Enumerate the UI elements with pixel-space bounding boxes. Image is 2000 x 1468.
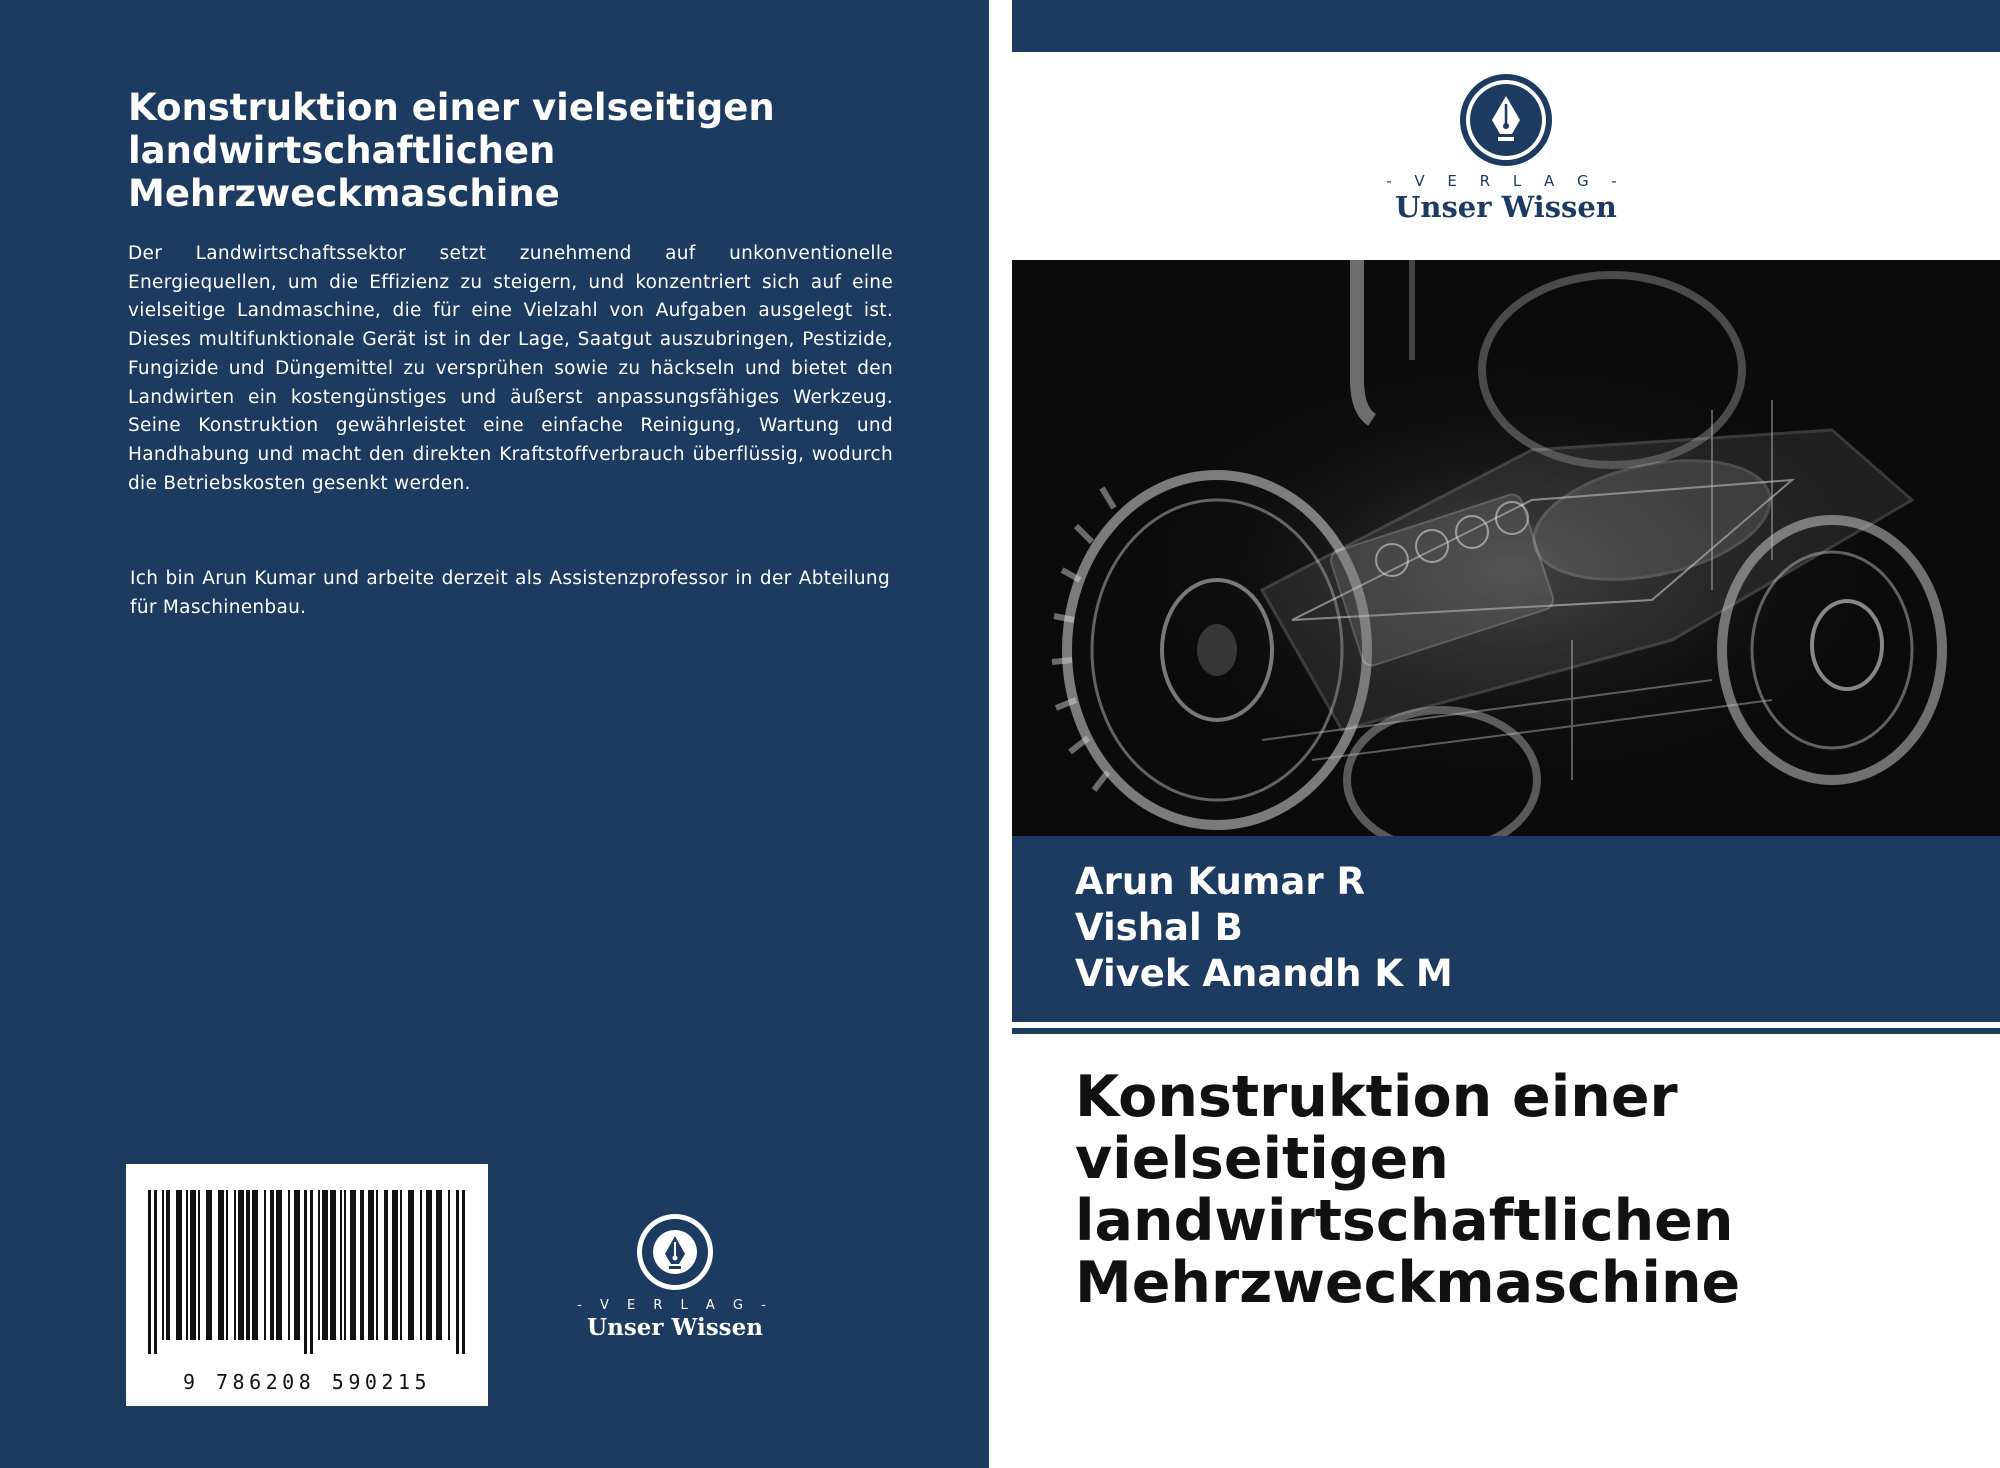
barcode-bar bbox=[166, 1190, 170, 1340]
cover-illustration bbox=[1012, 260, 2000, 836]
back-logo-brand: Unser Wissen bbox=[587, 1314, 763, 1341]
front-cover-title: Konstruktion einer vielseitigen landwirtschaftlichen Mehrzweckmaschine bbox=[1075, 1064, 1741, 1316]
front-top-bar bbox=[1012, 0, 2000, 52]
barcode-bar bbox=[318, 1190, 320, 1340]
barcode-bar bbox=[330, 1190, 336, 1340]
barcode-bar bbox=[234, 1190, 236, 1340]
barcode-bar bbox=[270, 1190, 274, 1340]
barcode-bar bbox=[162, 1190, 164, 1340]
back-logo-verlag: - V E R L A G - bbox=[577, 1298, 773, 1313]
barcode-bar bbox=[322, 1190, 328, 1340]
author-name: Vishal B bbox=[1075, 906, 1243, 949]
front-logo-verlag: - V E R L A G - bbox=[1386, 172, 1626, 190]
barcode-bar bbox=[226, 1190, 228, 1340]
fountain-pen-emblem-icon bbox=[575, 1212, 775, 1292]
barcode-bar bbox=[246, 1190, 250, 1340]
barcode-bar bbox=[190, 1190, 196, 1340]
front-publisher-logo bbox=[1366, 72, 1646, 232]
barcode-bar bbox=[368, 1190, 374, 1340]
barcode-bar bbox=[408, 1190, 414, 1340]
barcode-bar bbox=[344, 1190, 346, 1340]
barcode-bar bbox=[288, 1190, 290, 1340]
front-cover bbox=[1012, 0, 2000, 1468]
barcode-bar bbox=[310, 1190, 313, 1354]
x-ray-tractor-illustration-icon bbox=[1012, 260, 2000, 836]
barcode-bar bbox=[360, 1190, 364, 1340]
barcode-bar bbox=[176, 1190, 182, 1340]
back-cover bbox=[0, 0, 989, 1468]
barcode-bar bbox=[206, 1190, 212, 1340]
barcode-bar bbox=[448, 1190, 450, 1340]
divider-line bbox=[1012, 1028, 2000, 1034]
barcode-bar bbox=[186, 1190, 188, 1340]
barcode-bar bbox=[276, 1190, 282, 1340]
barcode-bar bbox=[218, 1190, 224, 1340]
barcode-bar bbox=[238, 1190, 244, 1340]
book-blurb: Der Landwirtschaftssektor setzt zunehmend auf unkonventionelle Energiequellen, um die Effizienz zu steigern, und konzentriert sich auf eine vielseitige Landmaschine, die für eine Vielzahl von Aufgaben ausgelegt ist. Dieses multifunktionale Gerät ist in der Lage, Saatgut auszubringen, Pestizide, Fungizide und Düngemittel zu versprühen sowie zu häckseln und bietet den Landwirten ein kostengünstiges und äußerst anpassungsfähiges Werkzeug. Seine Konstruktion gewährleistet eine einfache Reinigung, Wartung und Handhabung und macht den direkten Kraftstoffverbrauch überflüssig, wodurch die Betriebskosten gesenkt werden. bbox=[128, 243, 893, 494]
barcode-bar bbox=[462, 1190, 465, 1354]
barcode-number: 9 786208 590215 bbox=[182, 1370, 432, 1394]
back-cover-title: Konstruktion einer vielseitigen landwirtschaftlichen Mehrzweckmaschine bbox=[128, 86, 775, 215]
front-logo-brand: Unser Wissen bbox=[1395, 190, 1617, 224]
barcode-bar bbox=[264, 1190, 266, 1340]
author-name: Arun Kumar R bbox=[1075, 860, 1365, 903]
barcode-bar bbox=[400, 1190, 402, 1340]
barcode-bar bbox=[154, 1190, 157, 1354]
barcode-bar bbox=[392, 1190, 398, 1340]
author-band bbox=[1012, 836, 2000, 1022]
barcode-bar bbox=[252, 1190, 258, 1340]
barcode-bar bbox=[304, 1190, 307, 1354]
barcode-bar bbox=[198, 1190, 200, 1340]
barcode-bar bbox=[456, 1190, 459, 1354]
book-spine bbox=[989, 0, 1012, 1468]
barcode-bar bbox=[350, 1190, 356, 1340]
barcode-bar bbox=[148, 1190, 151, 1354]
fountain-pen-emblem-icon bbox=[1366, 72, 1646, 172]
isbn-barcode bbox=[126, 1164, 488, 1406]
barcode-bar bbox=[340, 1190, 342, 1340]
barcode-bar bbox=[376, 1190, 378, 1340]
barcode-bar bbox=[426, 1190, 432, 1340]
back-publisher-logo bbox=[575, 1212, 775, 1342]
author-bio: Ich bin Arun Kumar und arbeite derzeit als Assistenzprofessor in der Abteilung für Maschinenbau. bbox=[130, 568, 890, 618]
barcode-bar bbox=[294, 1190, 300, 1340]
barcode-bar bbox=[420, 1190, 422, 1340]
barcode-bar bbox=[384, 1190, 388, 1340]
author-name: Vivek Anandh K M bbox=[1075, 952, 1453, 995]
barcode-bar bbox=[436, 1190, 442, 1340]
